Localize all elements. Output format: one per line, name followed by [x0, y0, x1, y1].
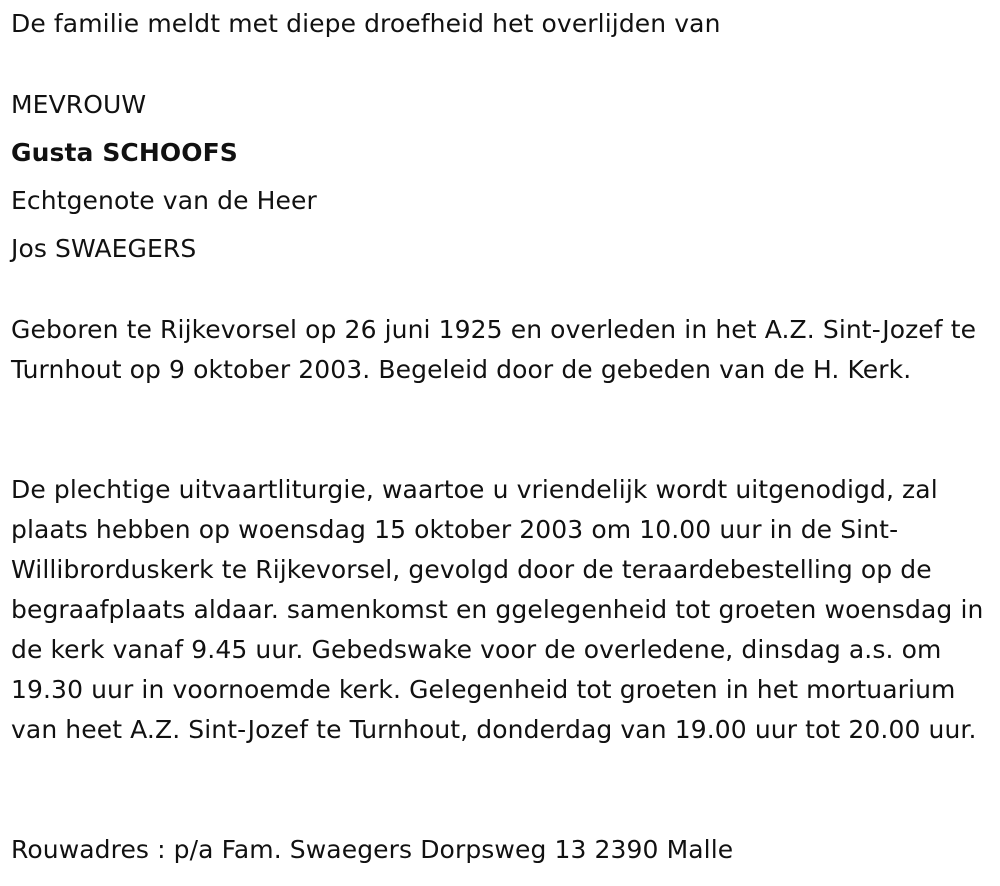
intro-line: De familie meldt met diepe droefheid het overlijden van	[11, 9, 721, 38]
mourning-address: Rouwadres : p/a Fam. Swaegers Dorpsweg 13 2390 Malle	[11, 835, 734, 864]
funeral-paragraph: De plechtige uitvaartliturgie, waartoe u vriendelijk wordt uitgenodigd, zal plaats hebben op woensdag 15 oktober 2003 om 10.00 uur in de Sint-Willibrorduskerk te Rijkevorsel, gevolgd door de teraardebestelling op de begraafplaats aldaar. samenkomst en ggelegenheid tot groeten woensdag in de kerk vanaf 9.45 uur. Gebedswake voor de overledene, dinsdag a.s. om 19.30 uur in voornoemde kerk. Gelegenheid tot groeten in het mortuarium van heet A.Z. Sint-Jozef te Turnhout, donderdag van 19.00 uur tot 20.00 uur.	[11, 475, 984, 744]
deceased-name: Gusta SCHOOFS	[11, 138, 238, 167]
relation-line: Echtgenote van de Heer	[11, 186, 317, 215]
spouse-name: Jos SWAEGERS	[11, 234, 197, 263]
salutation: MEVROUW	[11, 90, 147, 119]
birth-death-paragraph: Geboren te Rijkevorsel op 26 juni 1925 en overleden in het A.Z. Sint-Jozef te Turnhout op 9 oktober 2003. Begeleid door de gebeden van de H. Kerk.	[11, 315, 977, 384]
